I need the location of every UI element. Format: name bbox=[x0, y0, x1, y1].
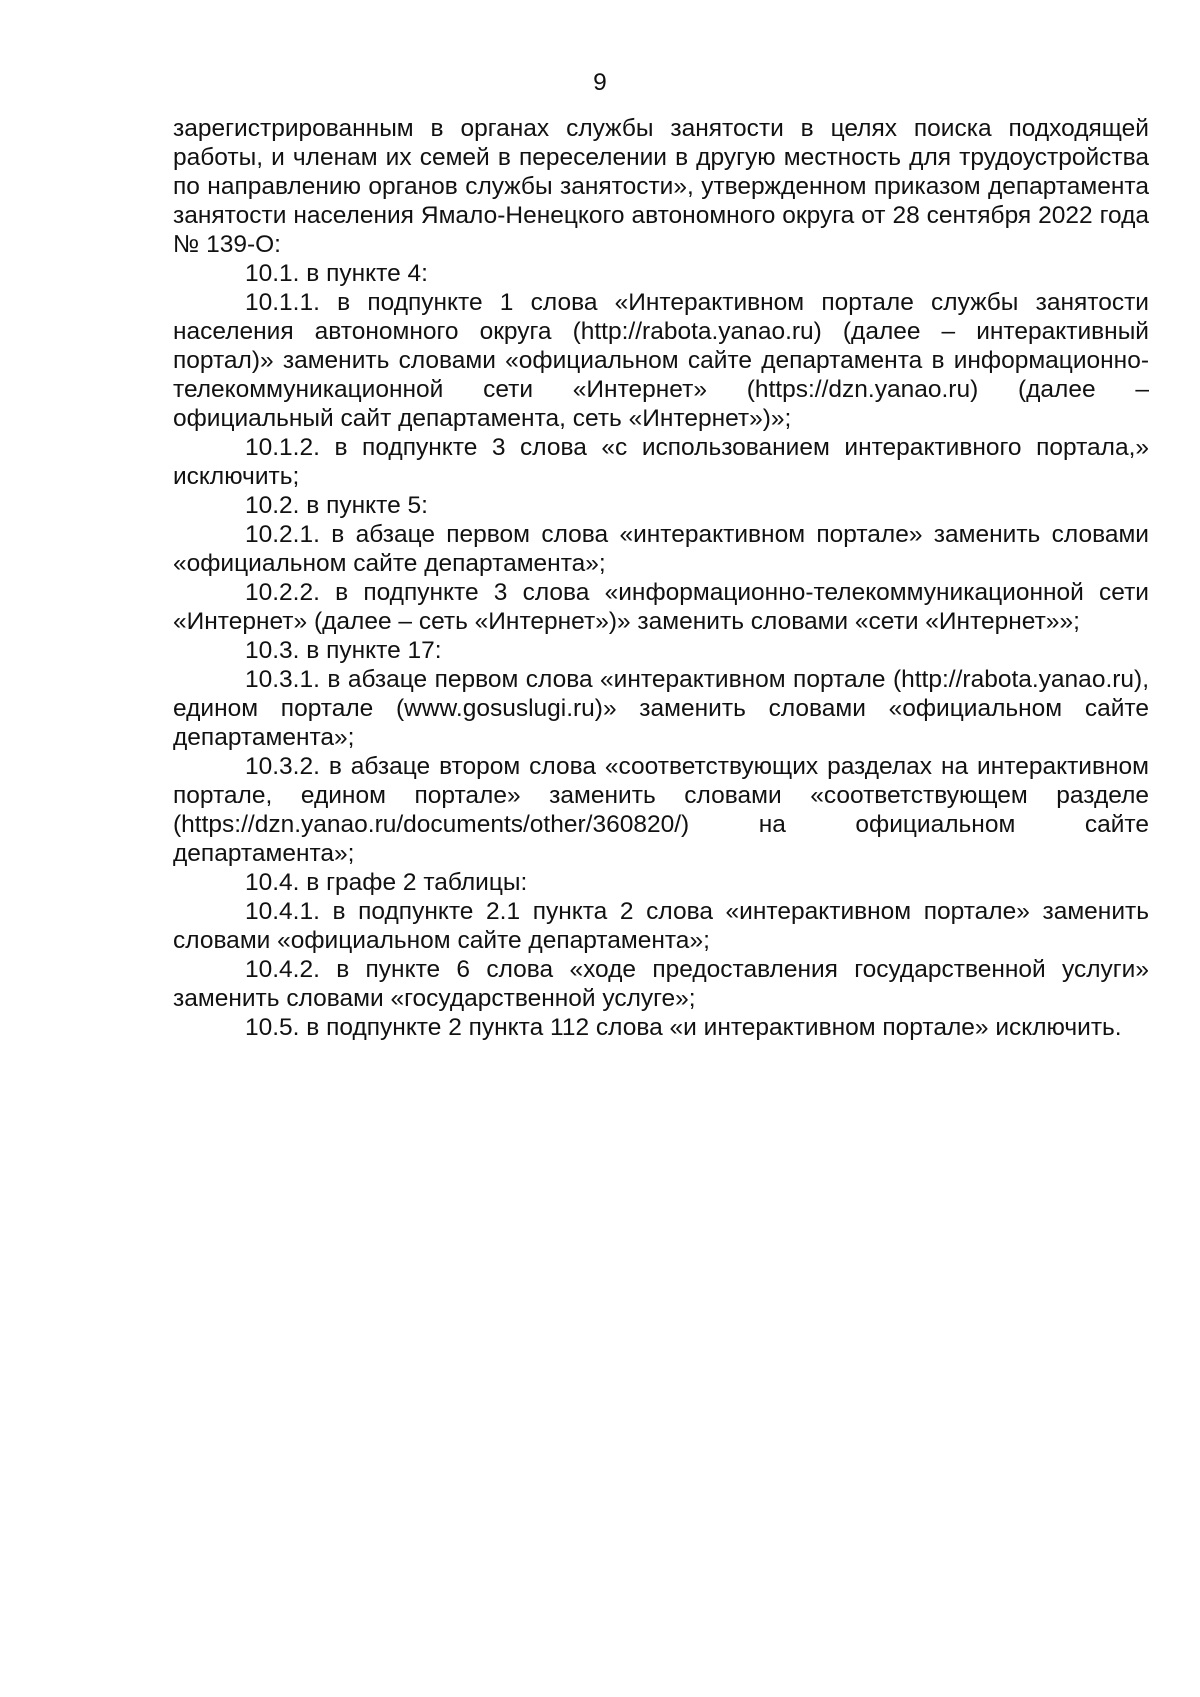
paragraph-10-1-1: 10.1.1. в подпункте 1 слова «Интерактивном портале службы занятости населения автономного округа (http://rabota.yanao.ru) (далее – интерактивный портал)» заменить словами «официальном сайте департамента в информационно-телекоммуникационной сети «Интернет» (https://dzn.yanao.ru) (далее – официальный сайт департамента, сеть «Интернет»)»; bbox=[173, 289, 1149, 432]
paragraph-10-4: 10.4. в графе 2 таблицы: bbox=[245, 869, 528, 896]
document-body bbox=[173, 114, 1149, 1042]
paragraph-10-2-1: 10.2.1. в абзаце первом слова «интерактивном портале» заменить словами «официальном сайте департамента»; bbox=[173, 521, 1149, 577]
paragraph-10-3-1: 10.3.1. в абзаце первом слова «интерактивном портале (http://rabota.yanao.ru), едином портале (www.gosuslugi.ru)» заменить словами «официальном сайте департамента»; bbox=[173, 666, 1149, 751]
paragraph-10-5: 10.5. в подпункте 2 пункта 112 слова «и интерактивном портале» исключить. bbox=[245, 1014, 1122, 1041]
paragraph-10-4-1: 10.4.1. в подпункте 2.1 пункта 2 слова «интерактивном портале» заменить словами «официальном сайте департамента»; bbox=[173, 898, 1149, 954]
paragraph-10-2: 10.2. в пункте 5: bbox=[245, 492, 428, 519]
paragraph-10-2-2: 10.2.2. в подпункте 3 слова «информационно-телекоммуникационной сети «Интернет» (далее – сеть «Интернет»)» заменить словами «сети «Интернет»»; bbox=[173, 579, 1149, 635]
paragraph-10-1: 10.1. в пункте 4: bbox=[245, 260, 428, 287]
paragraph-10-3-2: 10.3.2. в абзаце втором слова «соответствующих разделах на интерактивном портале, едином портале» заменить словами «соответствующем разделе (https://dzn.yanao.ru/documents/other/360820/) на официальном сайте департамента»; bbox=[173, 753, 1149, 867]
paragraph-10-4-2: 10.4.2. в пункте 6 слова «ходе предоставления государственной услуги» заменить словами «государственной услуге»; bbox=[173, 956, 1149, 1012]
paragraph-10-1-2: 10.1.2. в подпункте 3 слова «с использованием интерактивного портала,» исключить; bbox=[173, 434, 1149, 490]
page-number: 9 bbox=[593, 69, 607, 96]
paragraph-10-3: 10.3. в пункте 17: bbox=[245, 637, 442, 664]
paragraph-continuation: зарегистрированным в органах службы занятости в целях поиска подходящей работы, и членам их семей в переселении в другую местность для трудоустройства по направлению органов службы занятости», утвержденном приказом департамента занятости населения Ямало-Ненецкого автономного округа от 28 сентября 2022 года № 139-О: bbox=[173, 115, 1149, 258]
